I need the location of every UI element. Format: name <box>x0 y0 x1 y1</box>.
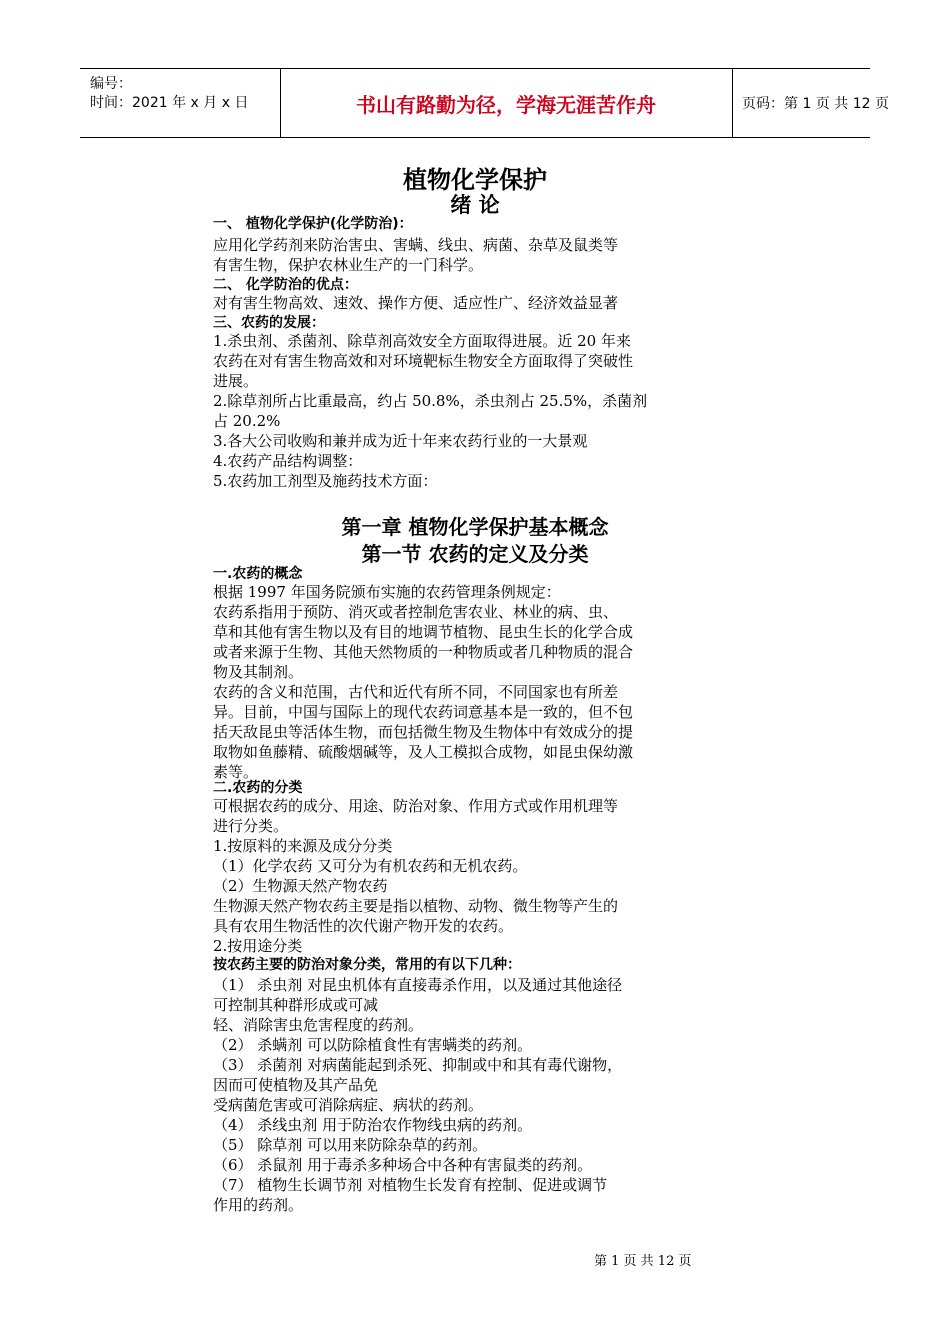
paragraph-line: 生物源天然产物农药主要是指以植物、动物、微生物等产生的 <box>213 897 619 915</box>
intro-heading-2: 二、 化学防治的优点： <box>213 277 358 293</box>
paragraph-line: 占 20.2% <box>213 412 281 430</box>
paragraph-line: 物及其制剂。 <box>213 663 304 681</box>
code-label: 编号： <box>90 76 132 92</box>
section-title: 第一节 农药的定义及分类 <box>361 542 589 566</box>
paragraph-line: 1.按原料的来源及成分分类 <box>213 837 393 855</box>
header-page-info: 页码：第 1 页 共 12 页 <box>742 96 889 112</box>
paragraph-line: 农药系指用于预防、消灭或者控制危害农业、林业的病、虫、 <box>213 603 619 621</box>
paragraph-line: 3.各大公司收购和兼并成为近十年来农药行业的一大景观 <box>213 432 588 450</box>
paragraph-line: 根据 1997 年国务院颁布实施的农药管理条例规定： <box>213 583 561 601</box>
paragraph-line: 因而可使植物及其产品免 <box>213 1076 379 1094</box>
target-heading: 按农药主要的防治对象分类，常用的有以下几种： <box>213 957 521 973</box>
header-motto: 书山有路勤为径，学海无涯苦作舟 <box>280 69 733 137</box>
paragraph-line: （7） 植物生长调节剂 对植物生长发育有控制、促进或调节 <box>213 1176 608 1194</box>
paragraph-line: 农药在对有害生物高效和对环境靶标生物安全方面取得了突破性 <box>213 352 634 370</box>
chapter-title: 第一章 植物化学保护基本概念 <box>341 515 609 539</box>
paragraph-line: 可控制其种群形成或可减 <box>213 996 379 1014</box>
paragraph-line: （4） 杀线虫剂 用于防治农作物线虫病的药剂。 <box>213 1116 533 1134</box>
paragraph-line: 进展。 <box>213 372 259 390</box>
paragraph-line: 素等。 <box>213 763 259 781</box>
paragraph-line: （3） 杀菌剂 对病菌能起到杀死、抑制或中和其有毒代谢物， <box>213 1056 623 1074</box>
paragraph-line: 可根据农药的成分、用途、防治对象、作用方式或作用机理等 <box>213 797 619 815</box>
paragraph-line: （5） 除草剂 可以用来防除杂草的药剂。 <box>213 1136 488 1154</box>
paragraph-line: 具有农用生物活性的次代谢产物开发的农药。 <box>213 917 514 935</box>
paragraph-line: （6） 杀鼠剂 用于毒杀多种场合中各种有害鼠类的药剂。 <box>213 1156 593 1174</box>
paragraph-line: 2.按用途分类 <box>213 937 303 955</box>
paragraph-line: （1） 杀虫剂 对昆虫机体有直接毒杀作用，以及通过其他途径 <box>213 976 623 994</box>
paragraph-line: 5.农药加工剂型及施药技术方面： <box>213 472 438 490</box>
paragraph-line: 或者来源于生物、其他天然物质的一种物质或者几种物质的混合 <box>213 643 634 661</box>
paragraph-line: 2.除草剂所占比重最高，约占 50.8%，杀虫剂占 25.5%，杀菌剂 <box>213 392 648 410</box>
paragraph-line: 农药的含义和范围，古代和近代有所不同，不同国家也有所差 <box>213 683 619 701</box>
intro-title: 绪 论 <box>450 193 500 217</box>
paragraph-line: 1.杀虫剂、杀菌剂、除草剂高效安全方面取得进展。近 20 年来 <box>213 332 631 350</box>
paragraph-line: 轻、消除害虫危害程度的药剂。 <box>213 1016 424 1034</box>
paragraph-line: 进行分类。 <box>213 817 289 835</box>
header-meta <box>80 69 281 137</box>
paragraph-line: 括天敌昆虫等活体生物，而包括微生物及生物体中有效成分的提 <box>213 723 634 741</box>
classification-heading: 二.农药的分类 <box>213 780 303 796</box>
page-header <box>80 68 889 138</box>
paragraph-line: （2）生物源天然产物农药 <box>213 877 388 895</box>
page-footer: 第 1 页 共 12 页 <box>594 1254 692 1269</box>
paragraph-line: 受病菌危害或可消除病症、病状的药剂。 <box>213 1096 484 1114</box>
document-title: 植物化学保护 <box>403 166 547 194</box>
concept-heading: 一.农药的概念 <box>213 566 303 582</box>
paragraph-line: 对有害生物高效、速效、操作方便、适应性广、经济效益显著 <box>213 294 619 312</box>
paragraph-line: 应用化学药剂来防治害虫、害螨、线虫、病菌、杂草及鼠类等 <box>213 236 619 254</box>
paragraph-line: 作用的药剂。 <box>213 1196 304 1214</box>
intro-heading-3: 三、农药的发展： <box>213 315 325 331</box>
paragraph-line: 取物如鱼藤精、硫酸烟碱等，及人工模拟合成物，如昆虫保幼激 <box>213 743 634 761</box>
intro-heading-1: 一、 植物化学保护(化学防治)： <box>213 216 413 232</box>
time-label: 时间：2021 年 x 月 x 日 <box>90 95 249 111</box>
paragraph-line: （2） 杀螨剂 可以防除植食性有害螨类的药剂。 <box>213 1036 533 1054</box>
paragraph-line: 异。目前，中国与国际上的现代农药词意基本是一致的，但不包 <box>213 703 634 721</box>
paragraph-line: 有害生物，保护农林业生产的一门科学。 <box>213 256 484 274</box>
paragraph-line: 草和其他有害生物以及有目的地调节植物、昆虫生长的化学合成 <box>213 623 634 641</box>
paragraph-line: （1）化学农药 又可分为有机农药和无机农药。 <box>213 857 528 875</box>
paragraph-line: 4.农药产品结构调整： <box>213 452 363 470</box>
